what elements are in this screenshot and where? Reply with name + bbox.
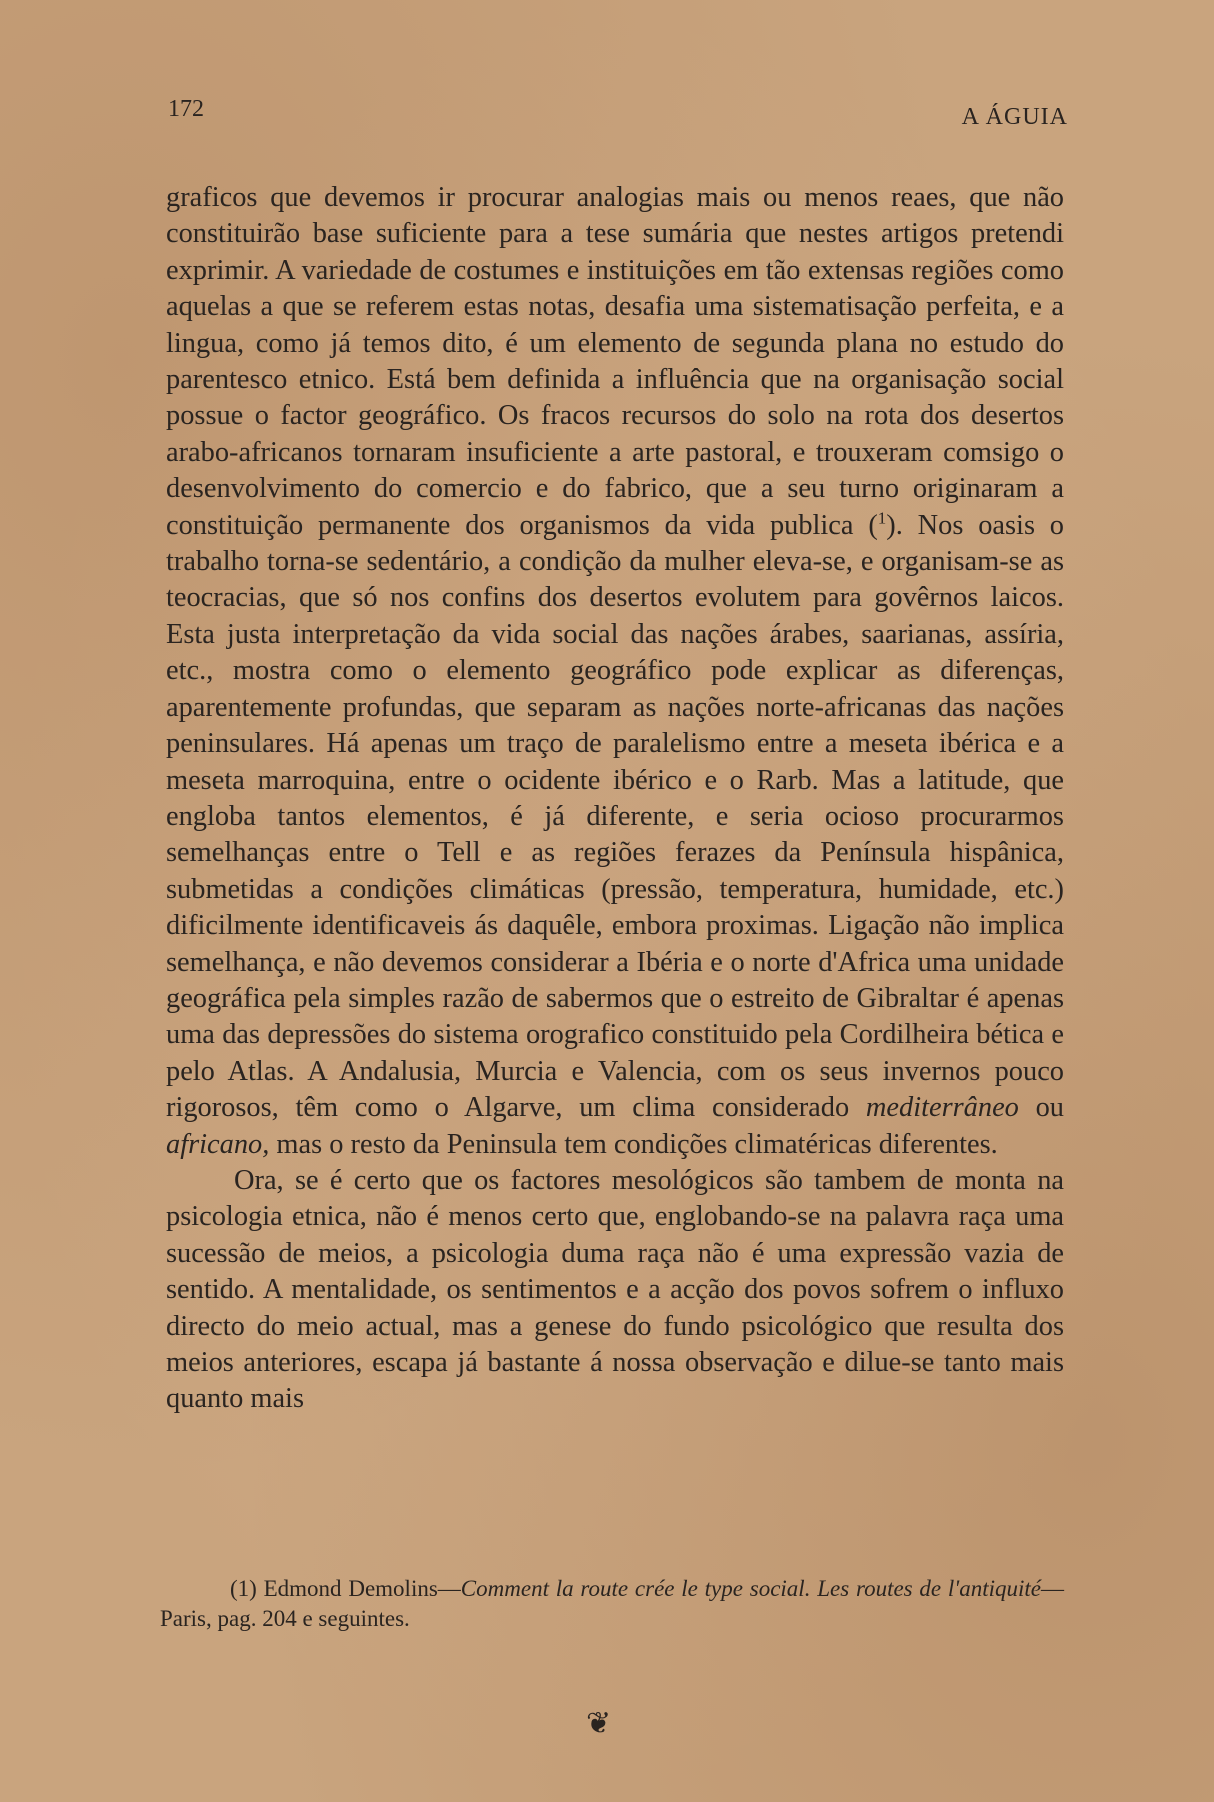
footnote-title: Comment la route crée le type social. Les routes de l'antiquité (460, 1576, 1041, 1601)
italic-term-2: africano, (166, 1128, 270, 1160)
ornament-icon: ❦ (586, 1707, 612, 1740)
footnote-reference: 1 (877, 508, 887, 528)
footnote-body (160, 1574, 1064, 1634)
paragraph-2: Ora, se é certo que os factores mesológicos são tambem de monta na psicologia etnica, não é menos certo que, englobando-se na palavra raça uma sucessão de meios, a psicologia duma raça não é uma expressão vazia de sentido. A mentalidade, os sentimentos e a acção dos povos sofrem o influxo directo do meio actual, mas a genese do fundo psicológico que resulta dos meios anteriores, escapa já bastante á nossa observação e dilue-se tanto mais quanto mais (166, 1164, 1064, 1415)
paragraph-1 (166, 180, 1064, 1163)
footnote-mark: (1) (230, 1576, 257, 1601)
footnote-rest: —Paris, pag. 204 e seguintes. (160, 1576, 1064, 1631)
paragraph-1-before: graficos que devemos ir procurar analogias mais ou menos reaes, que não constituirão base suficiente para a tese sumária que nestes artigos pretendi exprimir. A variedade de costumes e instituições em tão extensas regiões como aquelas a que se referem estas notas, desafia uma sistematisação perfeita, e a lingua, como já temos dito, é um elemento de segunda plana no estudo do parentesco etnico. Está bem definida a influência que na organisação social possue o factor geográfico. Os fracos recursos do solo na rota dos desertos arabo-africanos tornaram insuficiente a arte pastoral, e trouxeram comsigo o desenvolvimento do comercio e do fabrico, que a seu turno originaram a constituição permanente dos organismos da vida publica ( (166, 182, 1064, 541)
italic-term-1: mediterrâneo (865, 1092, 1019, 1124)
body-text (166, 180, 1064, 1418)
paragraph-1-after: mas o resto da Peninsula tem condições climatéricas diferentes. (269, 1128, 998, 1160)
footnote (160, 1574, 1064, 1634)
page-number: 172 (168, 96, 204, 122)
running-title: A ÁGUIA (961, 104, 1068, 130)
paragraph-1-middle: ). Nos oasis o trabalho torna-se sedentário, a condição da mulher eleva-se, e organisam-se as teocracias, que só nos confins dos desertos evolutem para govêrnos laicos. Esta justa interpretação da vida social das nações árabes, saarianas, assíria, etc., mostra como o elemento geográfico pode explicar as diferenças, aparentemente profundas, que separam as nações norte-africanas das nações peninsulares. Há apenas um traço de paralelismo entre a meseta ibérica e a meseta marroquina, entre o ocidente ibérico e o Rarb. Mas a latitude, que engloba tantos elementos, é já diferente, e seria ocioso procurarmos semelhanças entre o Tell e as regiões ferazes da Península hispânica, submetidas a condições climáticas (pressão, temperatura, humidade, etc.) dificilmente identificaveis ás daquêle, embora proximas. Ligação não implica semelhança, e não devemos considerar a Ibéria e o norte d'Africa uma unidade geográfica pela simples razão de sabermos que o estreito de Gibraltar é apenas uma das depressões do sistema orografico constituido pela Cordilheira bética e pelo Atlas. A Andalusia, Murcia e Valencia, com os seus invernos pouco rigorosos, têm como o Algarve, um clima considerado (166, 509, 1064, 1124)
footnote-author: Edmond Demolins— (256, 1576, 461, 1601)
connector: ou (1018, 1092, 1064, 1124)
